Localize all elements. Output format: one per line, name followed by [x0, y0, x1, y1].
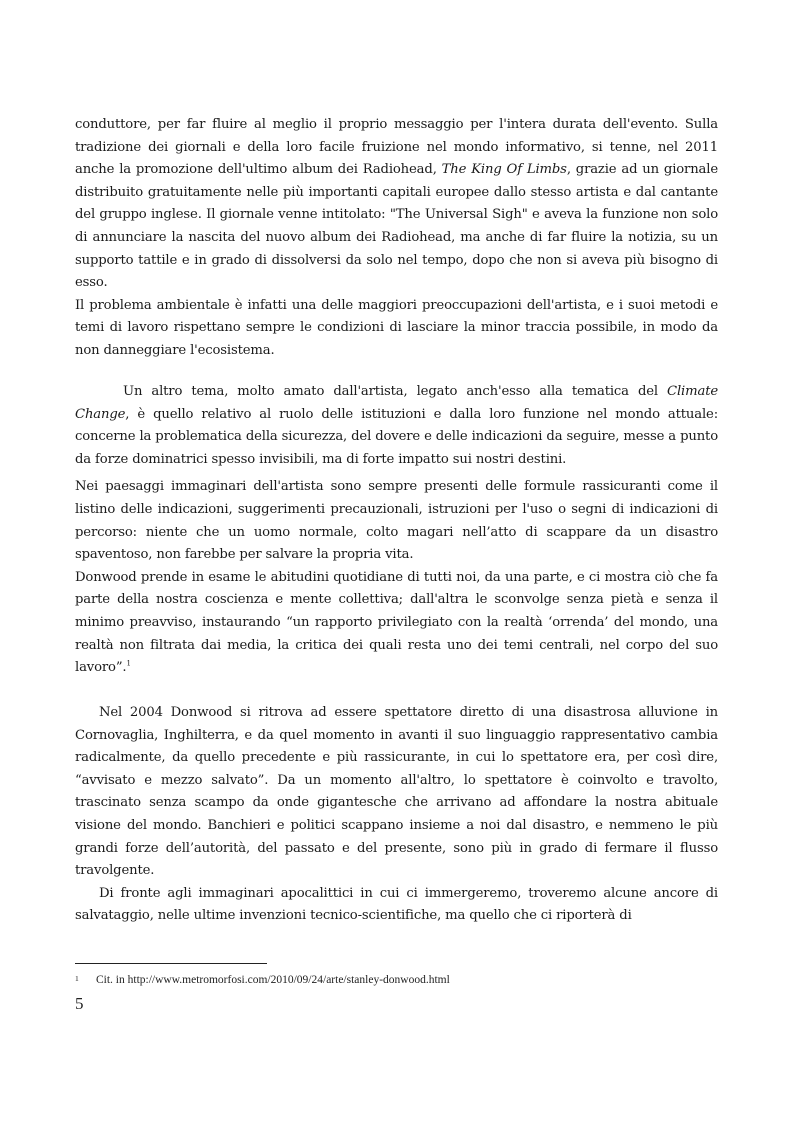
- paragraph-2: Il problema ambientale è infatti una delle maggiori preoccupazioni dell'artista, e i suoi metodi e temi di lavoro rispettano sempre le condizioni di lasciare la minor traccia possibile, in modo da non danneggiare l'ecosistema.: [75, 297, 718, 358]
- paragraph-1: conduttore, per far fluire al meglio il proprio messaggio per l'intera durata dell'evento. Sulla tradizione dei giornali e della loro facile fruizione nel mondo informativo, si tenne, nel 2011 anche la promozione dell'ultimo album dei Radiohead, The King Of Limbs, grazie ad un giornale distribuito gratuitamente nelle più importanti capitali europee dallo stesso artista e dal cantante del gruppo inglese. Il giornale venne intitolato: "The Universal Sigh" e aveva la funzione non solo di annunciare la nascita del nuovo album dei Radiohead, ma anche di far fluire la notizia, su un supporto tattile e in grado di dissolversi da solo nel tempo, dopo che non si aveva più bisogno di esso.: [75, 117, 718, 291]
- text-section-3: [75, 702, 718, 928]
- paragraph-6: Nel 2004 Donwood si ritrova ad essere spettatore diretto di una disastrosa alluvione in Cornovaglia, Inghilterra, e da quel momento in avanti il suo linguaggio rappresentativo cambia radicalmente, da quello precedente e più rassicurante, in cui lo spettatore era, per così dire, “avvisato e mezzo salvato”. Da un momento all'altro, lo spettatore è coinvolto e travolto, trascinato senza scampo da onde gigantesche che arrivano ad affondare la nostra abituale visione del mondo. Banchieri e politici scappano insieme a noi dal disastro, e nemmeno le più grandi forze dell’autorità, del passato e del presente, sono più in grado di fermare il flusso travolgente.: [75, 705, 718, 879]
- album-title: The King Of Limbs: [441, 162, 567, 178]
- footnote-text: Cit. in http://www.metromorfosi.com/2010/09/24/arte/stanley-donwood.html: [96, 974, 450, 986]
- page-number: 5: [75, 994, 84, 1013]
- paragraph-3: Un altro tema, molto amato dall'artista, legato anch'esso alla tematica del Climate Change, è quello relativo al ruolo delle istituzioni e dalla loro funzione nel mondo attuale: concerne la problematica della sicurezza, del dovere e delle indicazioni da seguire, messe a punto da forze dominatrici spesso invisibili, ma di forte impatto sui nostri destini.: [75, 384, 718, 467]
- paragraph-5: Donwood prende in esame le abitudini quotidiane di tutti noi, da una parte, e ci mostra ciò che fa parte della nostra coscienza e mente collettiva; dall'altra le sconvolge senza pietà e senza il minimo preavviso, instaurando “un rapporto privilegiato con la realtà ‘orrenda’ del mondo, una realtà non filtrata dai media, la critica dei quali resta uno dei temi centrali, nel corpo del suo lavoro”.$^1$: [75, 569, 718, 676]
- climate-change-term: Climate Change: [75, 384, 718, 422]
- footnote-divider: [75, 963, 267, 964]
- text-section-2: [75, 381, 718, 680]
- footnote-reference: 1: [126, 659, 131, 668]
- text-section-1: [75, 114, 718, 363]
- footnote: [75, 974, 718, 986]
- paragraph-7: Di fronte agli immaginari apocalittici in cui ci immergeremo, troveremo alcune ancore di salvataggio, nelle ultime invenzioni tecnico-scientifiche, ma quello che ci riporterà di: [75, 885, 718, 924]
- paragraph-4: Nei paesaggi immaginari dell'artista sono sempre presenti delle formule rassicuranti come il listino delle indicazioni, suggerimenti precauzionali, istruzioni per l'uso o segni di indicazioni di percorso: niente che un uomo normale, colto magari nell’atto di scappare da un disastro spaventoso, non farebbe per salvare la propria vita.: [75, 479, 718, 563]
- footnote-number: 1: [75, 974, 79, 983]
